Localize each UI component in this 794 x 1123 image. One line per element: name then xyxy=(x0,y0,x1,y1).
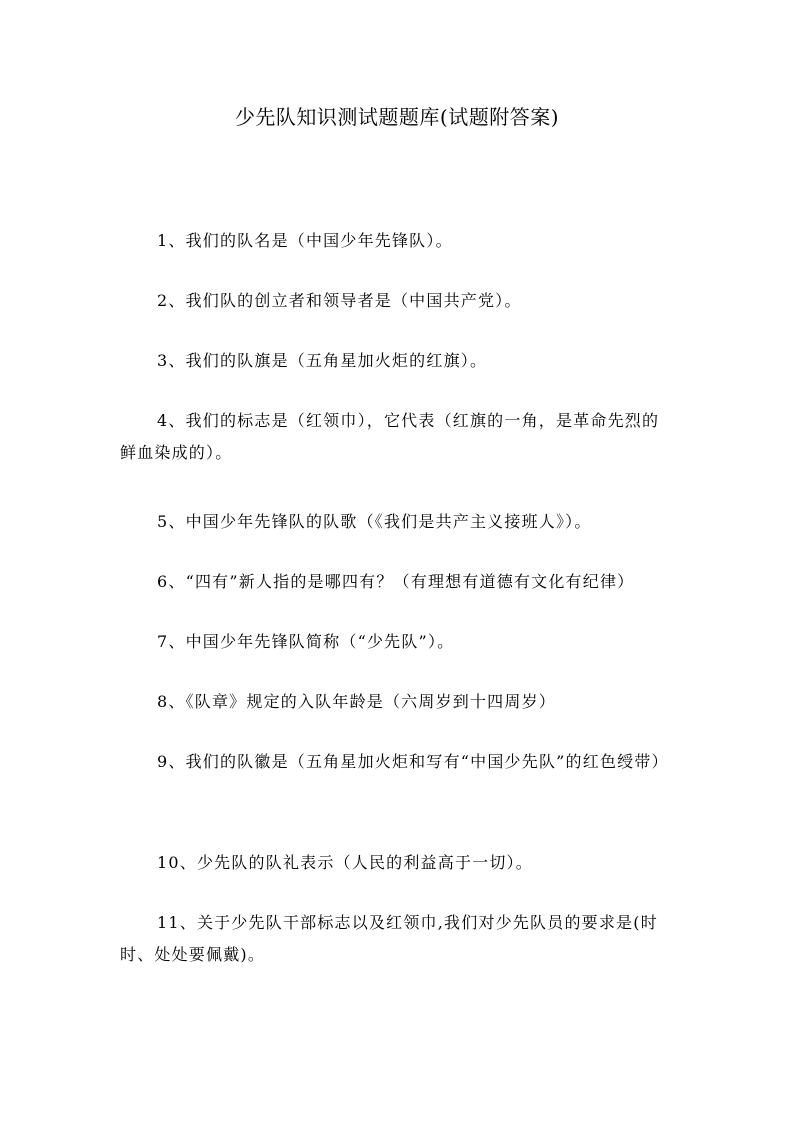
question-item: 1、我们的队名是（中国少年先锋队）。 xyxy=(157,231,453,250)
question-item: 10、少先队的队礼表示（人民的利益高于一切）。 xyxy=(157,853,533,872)
question-item: 11、关于少先队干部标志以及红领巾,我们对少先队员的要求是(时时、处处要佩戴)。 xyxy=(120,913,658,964)
question-item: 5、中国少年先锋队的队歌（《我们是共产主义接班人》）。 xyxy=(157,512,592,531)
document-title: 少先队知识测试题题库(试题附答案) xyxy=(234,105,560,129)
question-item: 7、中国少年先锋队简称（“少先队”）。 xyxy=(157,632,455,651)
question-item: 3、我们的队旗是（五角星加火炬的红旗）。 xyxy=(157,351,488,370)
question-item: 9、我们的队徽是（五角星加火炬和写有“中国少先队”的红色绶带） xyxy=(157,752,669,771)
question-item: 2、我们队的创立者和领导者是（中国共产党）。 xyxy=(157,291,522,310)
question-item: 6、“四有”新人指的是哪四有？（有理想有道德有文化有纪律） xyxy=(157,572,635,591)
question-item: 4、我们的标志是（红领巾），它代表（红旗的一角，是革命先烈的鲜血染成的）。 xyxy=(120,411,660,462)
question-item: 8、《队章》规定的入队年龄是（六周岁到十四周岁） xyxy=(157,692,556,711)
